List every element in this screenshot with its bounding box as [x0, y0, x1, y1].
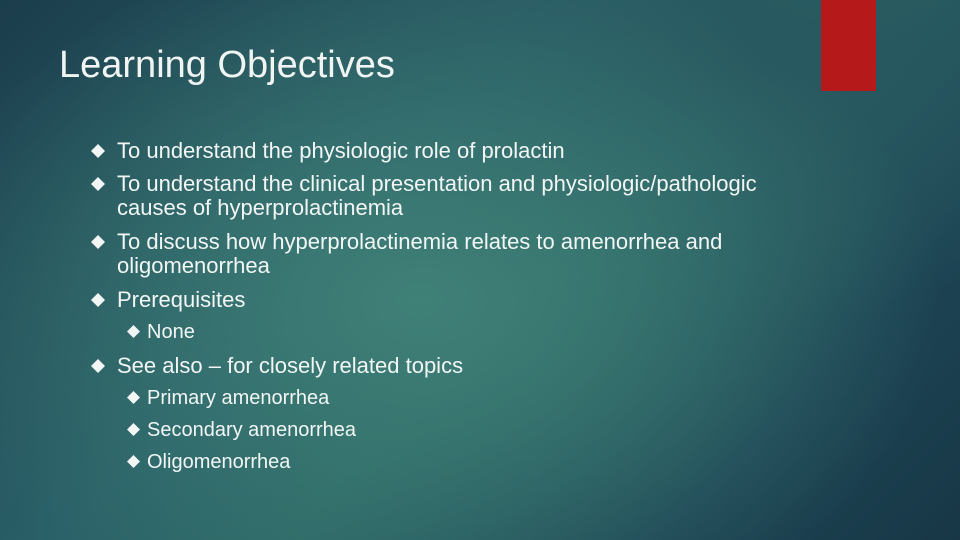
see-also-item	[117, 354, 463, 378]
slide-title: Learning Objectives	[59, 44, 395, 86]
related-topic-item	[147, 419, 356, 441]
objective-item	[117, 288, 245, 312]
objective-text: To understand the clinical presentation and physiologic/pathologic	[117, 171, 757, 196]
prerequisite-text: None	[147, 321, 195, 343]
related-topic-item	[147, 387, 329, 409]
objective-text-continued: causes of hyperprolactinemia	[117, 195, 404, 220]
objective-item	[117, 139, 565, 163]
objective-item	[117, 172, 757, 220]
see-also-label: See also – for closely related topics	[117, 353, 464, 378]
related-topic-item	[147, 451, 290, 473]
related-topic-text: Oligomenorrhea	[147, 451, 291, 473]
related-topic-text: Primary amenorrhea	[147, 387, 330, 409]
prerequisite-item	[147, 321, 195, 343]
objective-text: Prerequisites	[117, 287, 246, 312]
objective-text: To discuss how hyperprolactinemia relates to amenorrhea and	[117, 229, 723, 254]
objective-text-continued: oligomenorrhea	[117, 253, 270, 278]
objective-item	[117, 230, 722, 278]
objective-text: To understand the physiologic role of prolactin	[117, 138, 565, 163]
related-topic-text: Secondary amenorrhea	[147, 419, 357, 441]
